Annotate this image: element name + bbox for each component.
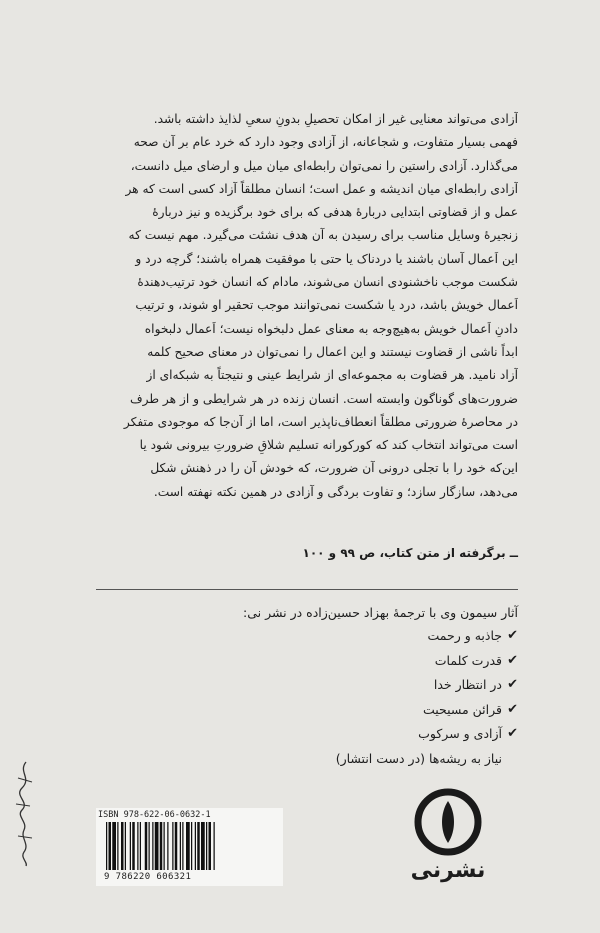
check-icon: ✔ xyxy=(507,628,518,643)
check-icon: ✔ xyxy=(507,677,518,692)
barcode-bar xyxy=(172,822,173,870)
passage-line: در محاصرهٔ ضرورتی مطلقاً انعطاف‌ناپذیر است، اما از آن‌جا که موجودی متفکر xyxy=(123,414,518,429)
barcode-bar xyxy=(145,822,148,870)
work-title: قرائن مسیحیت xyxy=(422,701,502,717)
barcode-bar xyxy=(112,822,116,870)
barcode-bar xyxy=(206,822,207,870)
passage-line: می‌گذارد. آزادی راستین را نمی‌توان رابطه‌ای میان میل و ارضای میل دانست، xyxy=(130,158,518,173)
barcode-bar xyxy=(140,822,141,870)
passage-line: این اَعمال آسان باشند یا دردناک یا حتی با موفقیت همراه باشند؛ گرچه درد و xyxy=(135,251,518,266)
barcode-bar xyxy=(130,822,131,870)
designer-signature-icon xyxy=(8,758,42,868)
barcode-bar xyxy=(182,822,183,870)
work-title: جاذبه و رحمت xyxy=(427,628,502,643)
barcode-bar xyxy=(106,822,107,870)
other-works xyxy=(230,605,518,771)
section-divider xyxy=(96,589,518,590)
barcode-digits: 9 786220 606321 xyxy=(104,872,192,882)
works-list xyxy=(230,624,518,771)
barcode xyxy=(96,808,283,886)
list-item xyxy=(230,624,518,649)
barcode-bars xyxy=(104,822,276,872)
works-heading: آثار سیمون وی با ترجمهٔ بهزاد حسین‌زاده در نشر نی: xyxy=(242,605,518,620)
barcode-bar xyxy=(160,822,163,870)
barcode-bar xyxy=(209,822,212,870)
barcode-bar xyxy=(152,822,153,870)
list-item xyxy=(230,673,518,698)
passage-line: این‌که خود را با تجلی درونی آن ضرورت، که خودش آن را در ذهنش شکل xyxy=(150,461,518,476)
barcode-bar xyxy=(180,822,181,870)
barcode-bar xyxy=(149,822,150,870)
list-item xyxy=(230,747,518,772)
check-icon: ✔ xyxy=(507,652,518,668)
passage-line: فهمی بسیار متفاوت، و شجاعانه، از آزادی وجود دارد که خرد عام بر آن صحه xyxy=(133,135,518,150)
barcode-bar xyxy=(195,822,196,870)
passage-line: می‌دهد، سازگار سازد؛ و تفاوت بردگی و آزادی در همین نکته نهفته است. xyxy=(153,484,518,499)
list-item xyxy=(230,722,518,747)
work-title: نیاز به ریشه‌ها (در دست انتشار) xyxy=(335,750,502,766)
passage-line: است می‌تواند انتخاب کند که کورکورانه تسلیم شلاقِ ضرورتِ بیرونی شود یا xyxy=(139,438,518,453)
check-icon: ✔ xyxy=(507,701,518,717)
passage-line: ضرورت‌های گوناگون وابسته است. انسان زنده در هر شرایطی و از هر طرف xyxy=(129,391,518,406)
barcode-bar xyxy=(164,822,165,870)
publisher-name: نشرنی xyxy=(410,858,486,883)
passage-line: آزادی رابطه‌ای میان اندیشه و عمل است؛ انسان مطلقاً آزاد کسی است که هر xyxy=(125,181,518,196)
passage-line: زنجیرهٔ وسایل مناسب برای رسیدن به آن هدف نشئت می‌گیرد. مهم نیست که xyxy=(128,228,518,243)
isbn-label: ISBN 978-622-06-0632-1 xyxy=(98,810,211,820)
barcode-bar xyxy=(117,822,118,870)
passage-line: آزادی می‌تواند معنایی غیر از امکان تحصیلِ بدونِ سعیِ لذایذ داشته باشد. xyxy=(153,112,518,126)
barcode-bar xyxy=(155,822,159,870)
barcode-bar xyxy=(201,822,205,870)
passage-line: عمل و از قضاوتی ابتدایی دربارهٔ هدفی که برای خود برگزیده و نیز دربارهٔ xyxy=(152,205,518,220)
barcode-bar xyxy=(175,822,178,870)
barcode-bar xyxy=(191,822,192,870)
barcode-bar xyxy=(137,822,138,870)
barcode-bar xyxy=(167,822,168,870)
passage-line: شکست موجب ناخشنودی انسان می‌شوند، مادام که انسان خود ترتیب‌دهندهٔ xyxy=(137,275,518,290)
check-icon: ✔ xyxy=(507,726,518,741)
quote-passage xyxy=(96,108,518,504)
barcode-bar xyxy=(109,822,112,870)
barcode-bar xyxy=(121,822,124,870)
work-title: آزادی و سرکوب xyxy=(418,726,502,741)
work-title: در انتظار خدا xyxy=(433,677,502,692)
passage-line: دادنِ اَعمال خویش به‌هیچ‌وجه به معنای عمل دلبخواه نیست؛ اَعمال دلبخواه xyxy=(144,321,518,336)
work-title: قدرت کلمات xyxy=(434,652,502,668)
barcode-bar xyxy=(186,822,190,870)
barcode-bar xyxy=(197,822,200,870)
barcode-bar xyxy=(125,822,126,870)
barcode-bar xyxy=(132,822,135,870)
barcode-bar xyxy=(214,822,215,870)
passage-line: آزاد نامید. هر قضاوت به مجموعه‌ای از شرایط عینی و نتیجتاً به شبکه‌ای از xyxy=(146,368,518,383)
list-item xyxy=(230,649,518,674)
passage-line: ابداً ناشی از قضاوت نیستند و این اعمال را نمی‌توان در معنای صحیح کلمه xyxy=(147,344,518,359)
source-note: ــ برگرفته از متن کتاب، ص ۹۹ و ۱۰۰ xyxy=(302,546,518,560)
list-item xyxy=(230,698,518,723)
passage-line: اَعمال خویش باشد، درد یا شکست نمی‌توانند موجب تحقیر او شوند، و ترتیب xyxy=(135,298,518,313)
